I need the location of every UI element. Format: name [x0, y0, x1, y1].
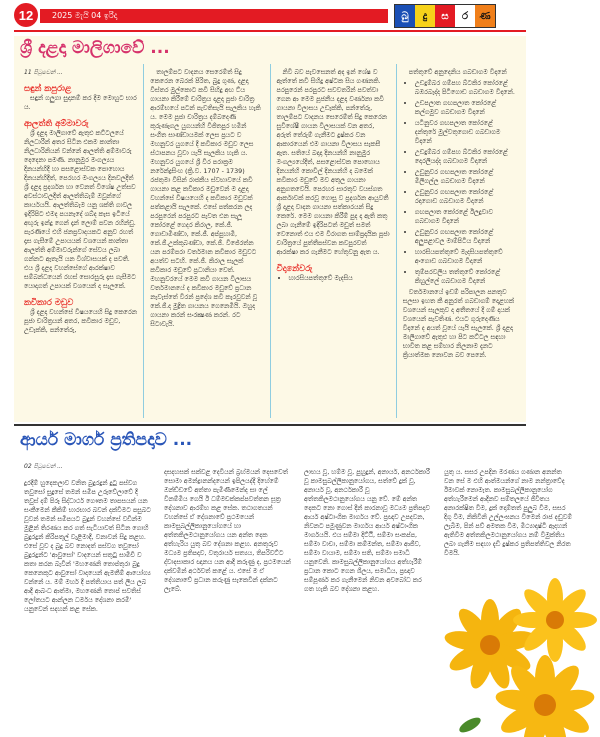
- article-column-3: [271, 64, 397, 418]
- logo-part: දු: [415, 5, 435, 27]
- column-text: නිවී බව පැවසෙනත් අද ඉන් ශේෂ ව ඇත්තේ කවි සිහිදු අෂ්ටක සිය ගණනකි. පරපුරෙන් පරපුරට සවවතරින් පවත්වා ගෙන ආ මෙම පූජනීය දළදා වර්ණනා කවි ගායනා විලාසය උඩැක්කි, පන්තේරු, තාලම්පට වාදනය සෙරෙම්ත් සිදු කෙරෙන සුවිශේෂී ගායන විලාසයක් වන අතර, අරුත් තේරුම් ගැනීමට දුෂ්කර වන ආකාරයෙන් එම ගායනා විලාසය සැකසී ඇත. සතියේ බදාදා දිනයන්හි නානුමුර මංගල්‍යයේදීත්, පසළොස්වක පොහොය දිනයන්හි කොවිල් දිනයන්හි ද බමෙක් කවිකාර මඩුවේ මව අතුල ගායනා අනුගතවෙයි. පෙරහර සාරතුව වයස්ගත ආර්කාවක් කරවූ ගොසු ව ප්‍රදර්ශන ආයුවතී ශ්‍රී දළදා වාදන ගායනා සත්කාරයන් සිදු කෙරේ. මෙම ගායනා කිරීම් පුද දා ඇති කතු ලබා ගැනීමේ ඉදිරිපටත් මඩුත් සමත් වෙනොත් එය එම විරාගත සාම්ප්‍රදායික පූජා චාරිත්‍රයේ පුත්තීපස්වන කවපුරවත් ආරක්ෂා කර ගැනීමට හේතුවනු ඇත ය.: [276, 68, 390, 256]
- section-heading: විදානේවරු: [276, 264, 313, 274]
- leaf: [457, 715, 483, 736]
- list-item: • හාරසියපත්තුවේ මැදසිය: [289, 274, 390, 283]
- list-item: • තුම්පරවලිය තත්තුවේ කෝරළේ කිහුල්ලේ ගබඩාගම විදානේ: [415, 268, 516, 286]
- vidane-list: [277, 274, 390, 283]
- section-text: ශ්‍රී දළදා මාලිගාවේ ඇතුළු කට්ටලයේ නිලධාරීන් අතර සිටින එකම කාන්තා නිලධාරිනියන් වන්නේ ආලත්ති අම්මාවරු දෙදෙනා පමණි. නානුමුර මංගල්‍යය දිනයන්හිදී හා පසළොස්වක පොහොය දිනයන්හිදීත්, පෙරහර මංගල්‍යය දිනවලදීත් ශ්‍රී දළදා ප්‍රදර්ශන හා වෙනත් විශේෂ උත්සව අවස්ථාවලදීත් ආලත්තිබැම් ඔවුන්ගේ කාර්යයයි. ආලත්තිබැම යනු ශක්ති ගාවල ඉදිරිපිට එමද පයනැදේ ශබ්ද කැස ඉටියේ අඟුරු ඉන්දු ගෙන් දෑන් ලොම් පවන රහින්ඩු. පැරණියේ එහි ජනප්‍රවාදයකට අනුව රහත් දෑස ගැසීමේ උපායයක් වශයෙන් කාන්තා ආලත්ති අම්මාවරුන්ගේ සේවය ලබා ගන්නට ඇතැයි යන විශ්වාසයක් ද පවතී. එය ශ්‍රී දළදා වහන්සේගේ ආරක්ෂාව සම්බන්ධයෙන් රහස් සොරසුරු දෑස ගැසීමට යොදාගත් උපායක් වශයෙන් ද සැලකේ.: [24, 129, 136, 290]
- logo-part: ණ: [475, 5, 495, 27]
- list-item: • උඩුනුවර ගඟපලාත කෝරළේ මිලිගල්ල ගබඩාගම විදානේ: [415, 168, 516, 186]
- article-column-4: [438, 458, 578, 588]
- column-text: තාලම්පට වාදනය සෙරෙම්ත් සිදු කෙරෙන බෙරක් පිරිත, බුදු ගුණ, දළදා විස්තර මුල්කොට කවි සිහිදු අඟ ට්ය ගායනා කිරීමේ චාරිත්‍රය දළදා පූජා චාරිත්‍ර ආරම්භයේ පටන් පැවතිසැයි සැලකිය හැකි ය. මෙම පූජා චාරිත්‍රය දම්බදෙණි කුරුණෑගල යුගයන්හි විජිතපුර හමින් සංගීත සාණ්ඩායමක් ලෙස ප්‍රයට ව මහනුවර යුගයේ දී කවිකාර මඩුව ලෙස ස්ථාපනය වූවා යැයි සැලකිය හැකි ය. මහනුවර යුගයේ ශ්‍රී වීර පරාක්‍රම නරේන්ද්‍රසිංහ (ක්‍රි.ව. 1707 - 1739) රජතුමා විසින් රාජකීය ස්වභාවයේ කවි ගායනා කළ කවිකාර මඩුවෙන් ම දළදා වහන්සේ විෂයයෙහි ද කවිකාර මඩුවක් පත්කළායි සැලකේ. එසේ පත්කරන ලද පරපුරෙන් පරපුරට පැවත එන සැලූ කෝරළේ ගෙදර කිරාල, කේ.ජී. ගොඩාමිණ්ඩා, කේ.ජී. අප්පුහාමි, කේ.ජී.උක්කුබණ්ඩා, කේ.ජී. විජේරත්න යන පරම්පරා වර්තමාන කවිකාර මඩුවට අයත්ව සටහි. කේ.ජී. කිරාල සැලක් කවිකාර මඩුවේ ප්‍රධානියා වෙත්. මහනුවරයේ මෙම කවි ගායන විලාසය වර්තමානයේ ද කවිකාර මඩුවේ ප්‍රධාන නැවැස්තේ විරන් ප්‍රදේශ කවි කැරවුවන් වූ කේ.ජී.ද මුද්‍රිත ගායනය ගෙනෙමියි. ඔහුද ගායනා කරන් සංරක්‍ෂණ කරන්. රට සිටාවැයි.: [150, 68, 261, 328]
- column-lead: පත්තුවේ අනුදෙනිය ගබඩාගම විදානේ: [408, 68, 507, 76]
- article-column-2: [144, 64, 270, 418]
- column-text: වර්තමානයේ ඉඩම් පරිපාලන පනතුව සලසා ඉහත කී අනුරත් ගබඩාගම් දොළහක් වශයෙන් සැලකුව ද අතීතයේ දී ගම් දායක් වශයෙන් පැවතිණ. එයට ගුරුදෙණිය විදානේ ද අයත් වූයේ යැයි සැලකේ. ශ්‍රී දළදා මාලිගාවේ ඇතුළු හා පිට කට්ටල සඳහා භාවිත කළ සම්භාර නිලනාම දැනට ක්‍රියාත්මක නොවන බව පෙනේ.: [402, 288, 515, 359]
- article-divider: [14, 424, 526, 426]
- list-item: • උඩදුම්බර ගම්පහ බ්ටකිර කෝරළේ බඹරබැද්ද පිටිගොඩ ගබඩාගම විදානේ.: [415, 79, 516, 97]
- budusarana-logo: [394, 4, 496, 28]
- list-item: • යටිනුවර ගඟපලාත කෝරළේ දන්තුරේ මුල්වතුගොඩ ගබඩාගම විදානේ: [415, 119, 516, 146]
- page-header: [0, 0, 600, 30]
- list-item: • උඩපලාත ගඟපලාත කෝරළේ කල්ගමුව ගබඩාගම විදානේ: [415, 99, 516, 117]
- article-column-1: [18, 458, 158, 733]
- logo-part: ස: [435, 5, 455, 27]
- column-text: යුතු ය. සසර උපදින මරණය ගණාන අනන්ත වන සේ ම එහි ආත්මයන්ගේ නාම නන්ත්‍රාවේද ඊමාවක් නොමැත. කාමසුඛල්ලිකානුයෝග අත්හැරීමෙන් ආදීනව සම්තලයේ ජීවිතය අනාරක්ෂිත වීම, දුක් දොම්තත් පුලුබ වීම, සසර දිගු වීම, නිකිවිනි උල්ලංඝනය වීමෙන් රාජ දඬුවම් ලැබීම, පින් පව් අමතක වීම, මිථ්‍යාදෘෂ්ටි ඇදහන් ඇතිවීම අත්තකිලමථානුයෝගය නම් විමුක්තිය ලබා ගැනීම සඳහා දැඩි දුෂ්කර ප්‍රතිපත්තිවල නිරත වීමයි.: [444, 468, 572, 558]
- article-column-1: [18, 64, 144, 418]
- list-item: • උඩදුම්බර ගම්පහ බ්ටකිර කෝරළේ දොරලියද්ද ගබඩාගම විදානේ: [415, 148, 516, 166]
- issue-date-bar: 2025 මැයි 04 ඉරිදා: [40, 9, 388, 23]
- article-title: ආර්ය මාර්ග ප්‍රතිපදාව ...: [20, 430, 193, 450]
- list-item: • ගඟපලාත කෝරළේ ඊලදුවාව ගබඩාගම විදානේ: [415, 208, 516, 226]
- section-text: ශ්‍රී දළදා වහන්සේ විෂයයෙහි සිදු කෙරෙන පූජා චාරිත්‍රයන් අතර, කවිකාර මඩුව, උඩැක්කි, පන්තේරු,: [24, 308, 137, 334]
- page-number-badge: 12: [14, 3, 38, 27]
- section-heading: සඳුන් කපුරාළ: [24, 84, 72, 94]
- gabadagama-list: [403, 79, 516, 286]
- article-title: ශ්‍රී දළදා මාලිගාවේ ...: [20, 38, 170, 58]
- continued-from: 02 පිටුවෙන් ...: [24, 463, 63, 470]
- column-text: දසදහසක් සක්වළ දෙවියන් බ්‍රහ්මයන් දෙසවෙත් සොමා අමන්ද්‍රානන්දයෙන් ඉපිලයද්දී දිහේමේ ඔන්ඩ්ඩවේ අත්තා පැමිණීමෙන්ද සා ලේ විනම්මිය ගෙයි ඊ ධම්මචක්කප්පවත්තන සූත්‍ර දේශනාව ආරම්භ කළ සේක. තථාගතයන් වහන්සේ ඒ දේශනාවේ ප්‍රථමයෙන් කාමසුඛල්ලිකානුයෝගයේ හා අත්තකිලමථානුයෝගය යන අන්ත දෙක අත්හැරිය යුතු බව දේශනා කළහ. අනතුරුව මධ්‍යම ප්‍රතිපදාව, වතුරාර්ය සත්‍යය, තිපරිවට්ට ද්වාදසාකාර ඥානය යන ආදී කරුණු ද, ප්‍රථමයෙන් දක්වමින් අර්ථවත් කළේ ය. එසේ ම ඒ දේශනාවේ ප්‍රධාන කරුණු සැකෙවින් දක්නට ලැබේ.: [164, 468, 291, 594]
- column-text: දුරදීම් හුදෙකලාව වනිත බුදුරදුන් දුටු පස්වග තවුසෝ සුදුසේ තමන් සමීප උරුවේලාවේ දී තවුස් දම් පිරූ සිද්ධාර්ථ ගෞතම තාපසයන් යන සංකීමෙන් කීකිම් භාරභාර බවන් දක්වීමට පසුබට වූවන් තමන් සමීපයට බුදුන් වහන්සේ වඩින්ම මුළින් තිරණය කර ගත් සැටියාවත් සිටින ගොහි බුදුරදුන් කිරිපතුල් වැළිමාදී, වනාවන් සිදු කළහ. එසේ වූව ද බුදු බව නොදත් පස්වග තවුසෝ බුදුරදුන්ට 'ආවුසෝ' වාදයෙන් සතුටු සාමීචි ව කතා කරන බැවින් 'මහණෙනි තොප්තුරා බුදු කෙනෙකුට ආවුසෝ වාදයෙන් ඇමතීම් ආයෝග්‍ය වන්නේ ය. මම් මහර් දී පත්තියාය පත් ලිය ලබ ආදී ආබංධ ආත්මා, මහණෙනි තොප් සවතිස් ලෝතයට ආන්ලන ධර්මය දේශනා කරමි' යනුවෙන් සදහන් කළ සේක.: [24, 479, 151, 613]
- section-heading: ආලත්ති අම්මාවරු: [24, 119, 89, 129]
- article-columns: [18, 64, 522, 418]
- continued-from: 11 පිටුවෙන් ...: [24, 69, 63, 76]
- column-text: ලාභය වූ, හම්ම වූ, පුහුදුන්, අනාර්ය, අනර්ථකාරී වූ කාමසුඛල්ලිකානුයෝගය, සත්වේ දුක් වූ, අනාර්ය වූ, අනර්ථකාරී වූ අත්තකිලමථානුයෝගය යනු වේ. මේ අන්ත දෙකට නො ගොස් දීන් කාරනාවූ මධ්‍යම ප්‍රතිපදාව ආර්ය අෂ්ටාංගික මාර්ගය වේ. ප්‍රඥාව උපදවන, නිවනට පමුණුවන මාර්ගය ආර්ය අෂ්ටාංගික මාර්ගයයි. එය සම්මා දිට්ඨි, සම්මා සංකප්ප, සම්මා වාචා, සම්මා කම්මන්ත, සම්මා ආජීව, සම්මා වායාම, සම්මා සති, සම්මා සමාධි යනුවෙනි. කාමසුඛල්ලිකානුයෝගය අත්හැරීම් ප්‍රධාන කොට ගෙන ශීලය, සමාධිය, ප්‍රඥාව සම්පූර්ණ කර ගැනීමෙන් නිවන අවබෝධ කර ගත හැකි බව දේශනා කළහ.: [304, 468, 430, 594]
- header-rule: [14, 30, 526, 32]
- section-heading: කවිකාර මඩුව: [24, 298, 74, 308]
- section-text: සඳුන් ගලුගා සුදානම් කර දීම මොහුට භාර ය.: [24, 94, 137, 111]
- logo-part: බු: [395, 5, 415, 27]
- logo-part: ර: [455, 5, 475, 27]
- yellow-flowers-image: [430, 575, 600, 737]
- article-column-2: [158, 458, 298, 733]
- flower: [494, 655, 596, 737]
- article-column-3: [298, 458, 438, 733]
- article-dalada-maligawa: [14, 36, 526, 422]
- list-item: • උඩුනුවර ගඟපලාත කෝරළේ අලුපළාවල මාම්පිටිය විදානේ: [415, 228, 516, 246]
- article-column-4: [397, 64, 522, 418]
- list-item: • හාරසියපත්තුවේ මැදසියපත්තුවේ අංගොඩ ගබඩාගම විදානේ: [415, 248, 516, 266]
- flower: [513, 578, 597, 662]
- list-item: • උඩුනුවර ගඟපලාත කෝරළේ රදාගොඩ ගබඩාගම විදානේ: [415, 188, 516, 206]
